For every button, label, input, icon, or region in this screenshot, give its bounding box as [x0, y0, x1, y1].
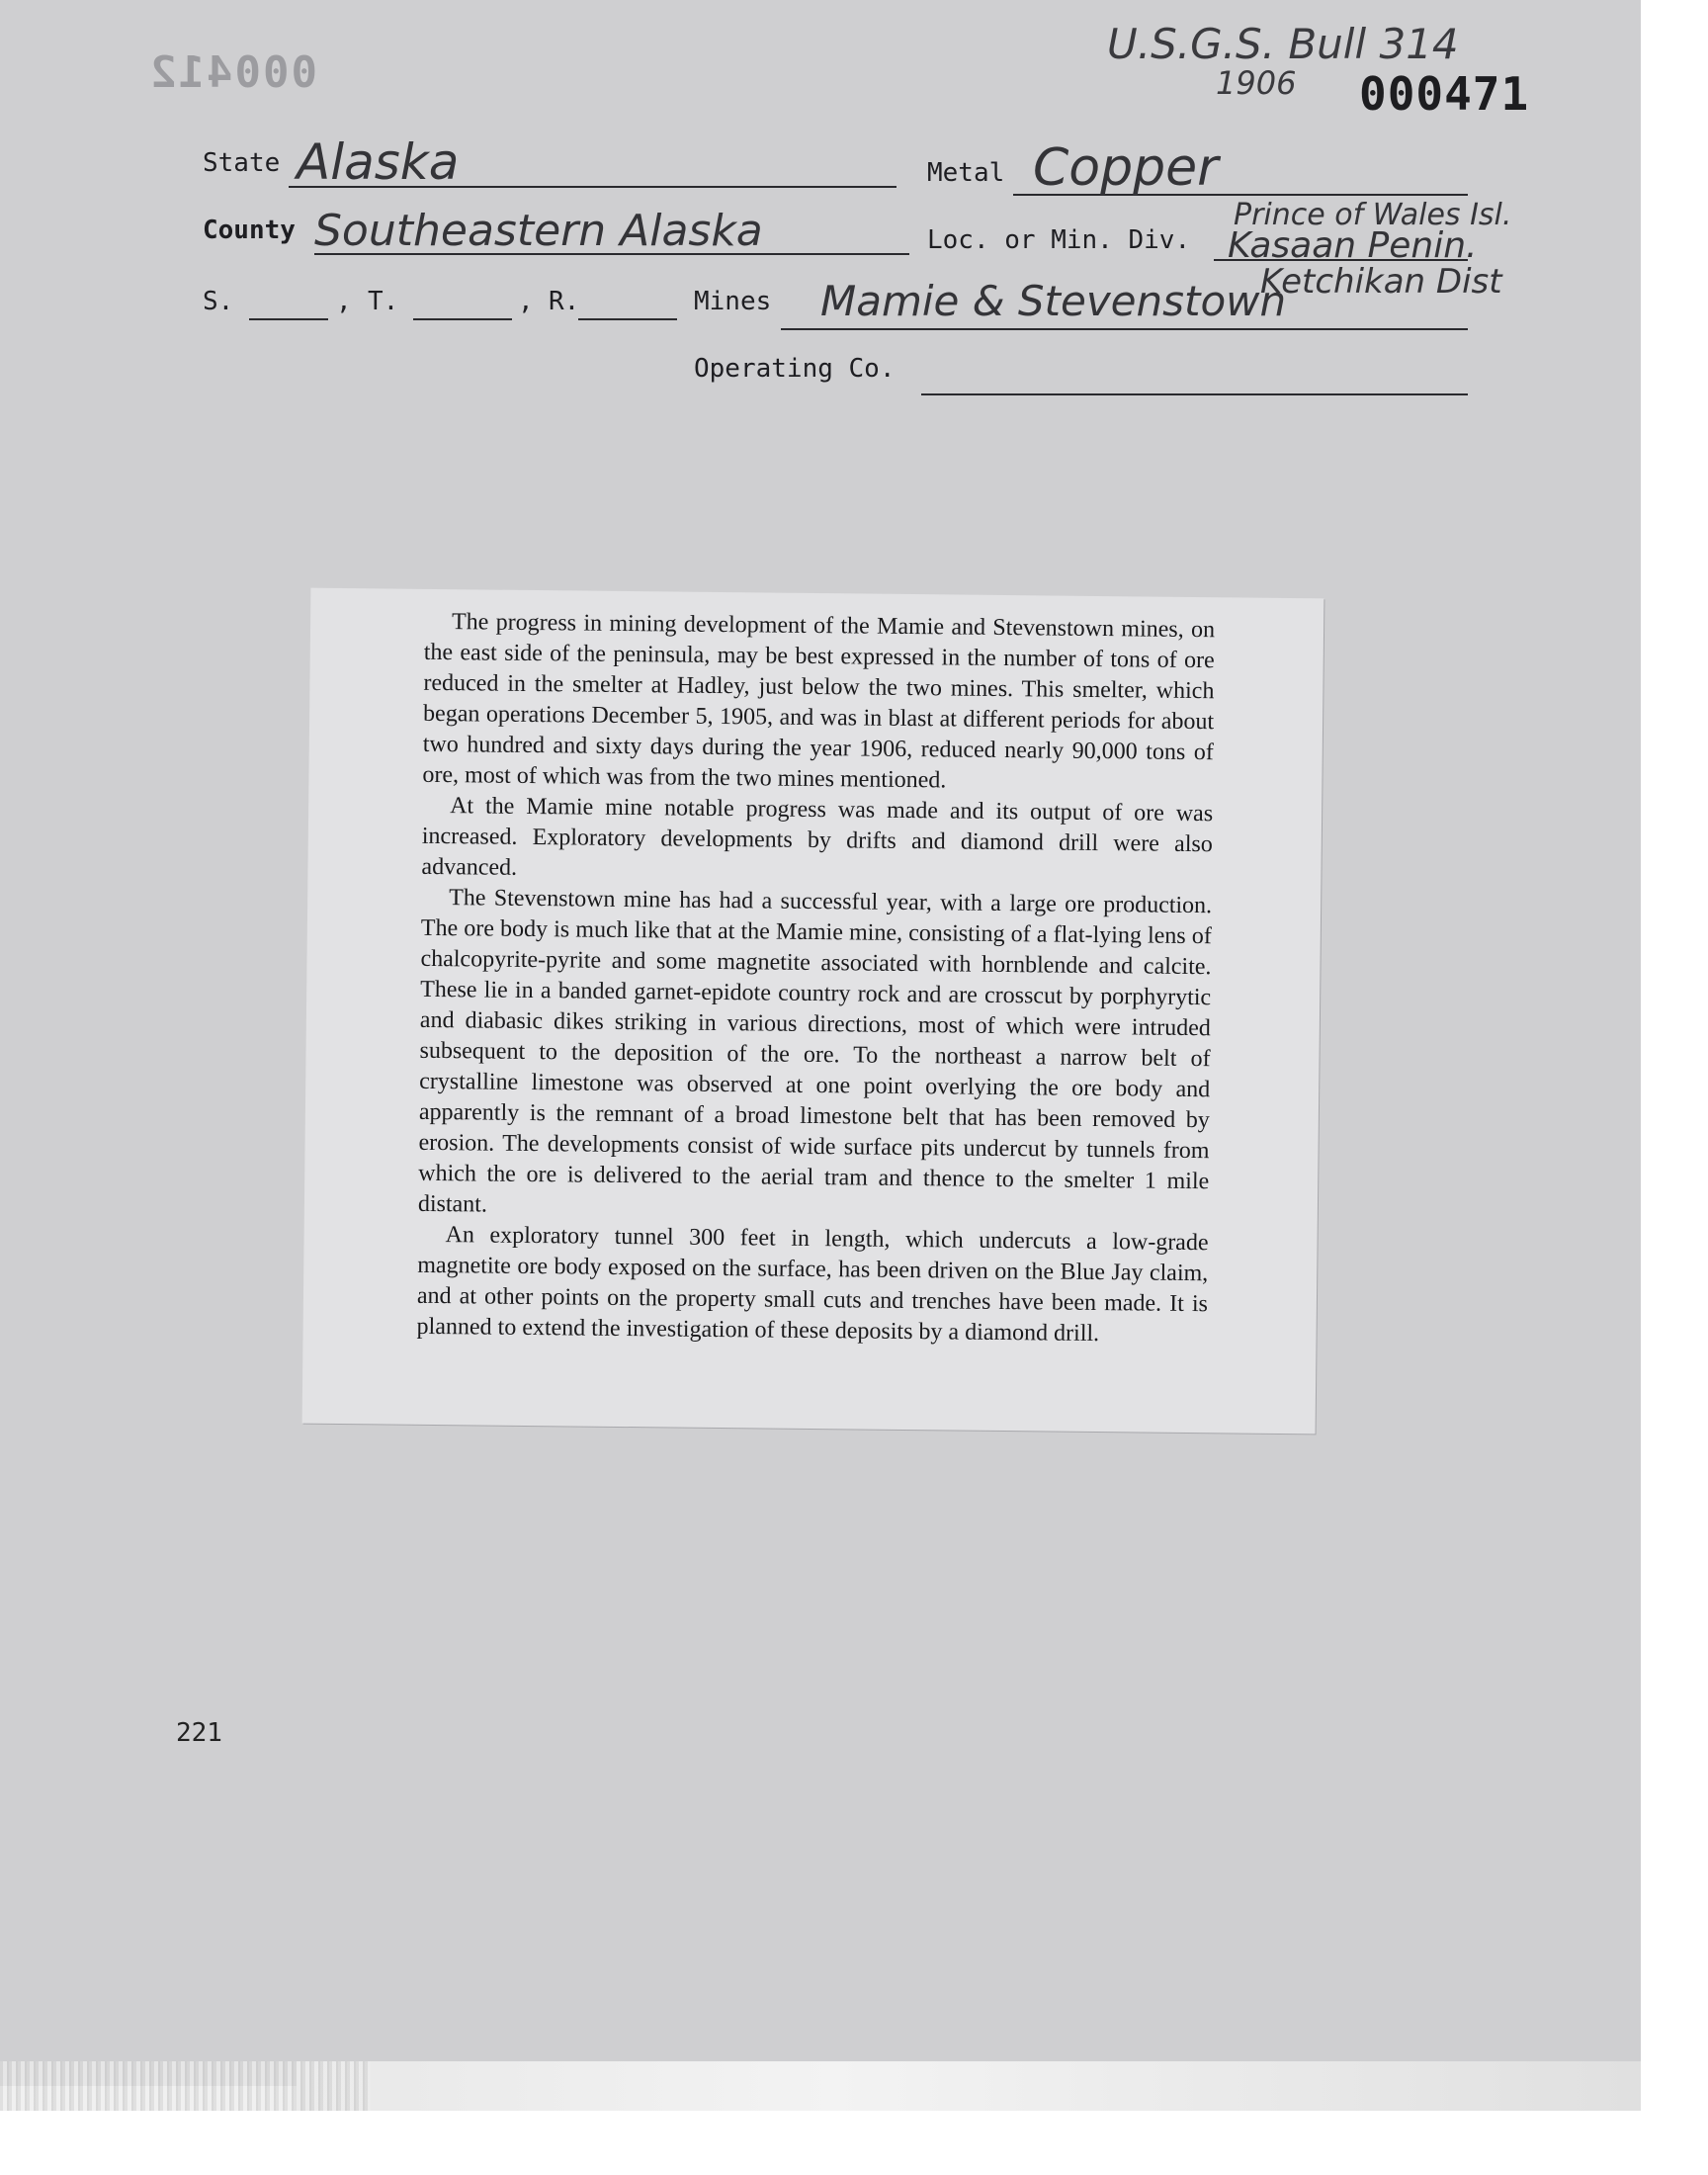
loc-value-1: Prince of Wales Isl. [1234, 198, 1512, 232]
county-label: County [203, 216, 296, 245]
loc-value-3: Ketchikan Dist [1260, 262, 1502, 302]
reference-note: U.S.G.S. Bull 314 [1107, 20, 1459, 68]
state-label: State [203, 148, 281, 178]
section-line [249, 318, 328, 320]
mirrored-stamp: 000412 [148, 47, 317, 98]
operating-line [921, 393, 1468, 395]
county-value: Southeastern Alaska [314, 206, 763, 256]
scan-edge-strip [297, 2061, 1641, 2111]
clipping-text [416, 607, 1215, 1350]
state-value: Alaska [297, 133, 460, 191]
mines-value: Mamie & Stevenstown [820, 277, 1287, 325]
page-number: 221 [176, 1718, 222, 1748]
clipping-paragraph: The progress in mining development of the Mamie and Stevenstown mines, on the east side of the peninsula, may be best expressed in the number of tons of ore reduced in the smelter at Hadley, just below the two mines. This smelter, which began operations December 5, 1905, and was in blast at different periods for about two hundred and sixty days during the year 1906, reduced nearly 90,000 tons of ore, most of which was from the two mines mentioned. [422, 609, 1216, 794]
mines-line [781, 328, 1468, 330]
scan-edge-artifact [0, 2061, 371, 2111]
reference-year: 1906 [1216, 64, 1297, 102]
clipping-paragraph: An exploratory tunnel 300 feet in length, which undercuts a low-grade magnetite ore body exposed on the surface, has been driven on the Blue Jay claim, and at other points on the property small cuts and trenches have been made. It is planned to extend the investigation of these deposits by a diamond drill. [416, 1222, 1209, 1348]
loc-label: Loc. or Min. Div. [927, 225, 1191, 255]
mines-label: Mines [694, 287, 772, 316]
clipping-paragraph: The Stevenstown mine has had a successful year, with a large ore production. The ore body is much like that at the Mamie mine, consisting of a flat-lying lens of chalcopyrite-pyrite and some magnetite associated with hornblende and calcite. These lie in a banded garnet-epidote country rock and are crosscut by porphyrytic and diabasic dikes striking in various directions, most of which were intruded subsequent to the deposition of the ore. To the northeast a narrow belt of crystalline limestone was observed at one point overlying the ore body and apparently is the remnant of a broad limestone belt that has been removed by erosion. The developments consist of wide surface pits undercut by tunnels from which the ore is delivered to the aerial tram and thence to the smelter 1 mile distant. [417, 885, 1213, 1218]
range-label: R. [549, 287, 580, 316]
range-line [578, 318, 677, 320]
document-number: 000471 [1359, 67, 1530, 121]
section-label: S. [203, 287, 234, 316]
metal-label: Metal [927, 158, 1005, 188]
pasted-clipping [302, 588, 1324, 1435]
operating-label: Operating Co. [694, 354, 896, 384]
loc-value-2: Kasaan Penin. [1228, 225, 1478, 266]
township-line [413, 318, 512, 320]
metal-value: Copper [1033, 138, 1219, 198]
clipping-paragraph: At the Mamie mine notable progress was made and its output of ore was increased. Exploratory developments by drifts and diamond drill were also advanced. [421, 793, 1214, 881]
scanned-sheet: 000412 U.S.G.S. Bull 314 1906 000471 State Alaska Metal Copper County Southeastern Alaska Loc. or Min. Div. Prince of Wales Isl. Kasaan Penin. Ketchikan Dist S. , T. , R. Mines Mamie & Stevenstown Operating Co. The progress in mining development of the Mamie and Stevenstown mines, on the east side of the peninsula, may be best expressed in the number of tons of ore reduced in the smelter at Hadley, just below the two mines. This smelter, which began operations December 5, 1905, and was in blast at different periods for about two hundred and sixty days during the year 1906, reduced nearly 90,000 tons of ore, most of which was from the two mines mentioned. At the Mamie mine notable progress was made and its output of ore was increased. Exploratory developments by drifts and diamond drill were also advanced. The Stevenstown mine has had a successful year, with a large ore production. The ore body is much like that at the Mamie mine, consisting of a flat-lying lens of chalcopyrite-pyrite and some magnetite associated with hornblende and calcite. These lie in a banded garnet-epidote country rock and are crosscut by porphyrytic and diabasic dikes striking in various directions, most of which were intruded subsequent to the deposition of the ore. To the northeast a narrow belt of crystalline limestone was observed at one point overlying the ore body and apparently is the remnant of a broad limestone belt that has been removed by erosion. The developments consist of wide surface pits undercut by tunnels from which the ore is delivered to the aerial tram and thence to the smelter 1 mile distant. An exploratory tunnel 300 feet in length, which undercuts a low-grade magnetite ore body exposed on the surface, has been driven on the Blue Jay claim, and at other points on the property small cuts and trenches have been made. It is planned to extend the investigation of these deposits by a diamond drill. 221 [0, 0, 1641, 2086]
township-label: T. [368, 287, 399, 316]
